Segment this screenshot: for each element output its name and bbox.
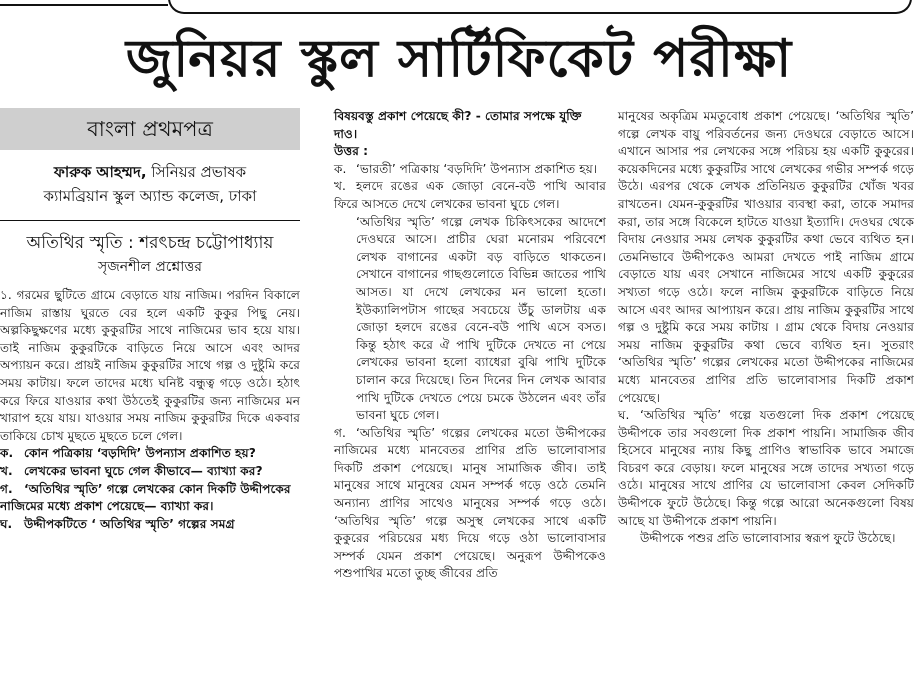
answer-text: ‘অতিথির স্মৃতি’ গল্পের লেখকের মতো উদ্দীপকের নাজিমের মধ্যে মানবেতর প্রাণির প্রতি ভালোবাসার দিকটি প্রকাশ পেয়েছে। মানুষ সামাজিক জীব। তাই মানুষের সাথে মানুষের যেমন সম্পর্ক গড়ে ওঠে তেমনি অন্যান্য প্রাণির সাথেও মানুষের সম্পর্ক গড়ে ওঠে। ‘অতিথির স্মৃতি’ গল্পে অসুস্থ লেখকের সাথে একটি কুকুরের পরিচয়ের মধ্য দিয়ে গড়ে ওঠা ভালোবাসার সম্পর্ক যেমন প্রকাশ পেয়েছে। অনুরূপ উদ্দীপকেও পশুপাখির মতো তুচ্ছ জীবের প্রতি: [334, 425, 606, 581]
answer-gha: [618, 407, 914, 530]
question-text: ‘অতিথির স্মৃতি’ গল্পে লেখকের কোন দিকটি উদ্দীপকের নাজিমের মধ্যে প্রকাশ পেয়েছে— ব্যাখ্যা কর।: [0, 481, 291, 514]
author-institution: ক্যামব্রিয়ান স্কুল অ্যান্ড কলেজ, ঢাকা: [43, 187, 257, 205]
stimulus-paragraph: ১. গরমের ছুটিতে গ্রামে বেড়াতে যায় নাজিম। পরদিন বিকালে নাজিম রাস্তায় ঘুরতে বের হলে একটি কুকুর পিছু নেয়। অল্পকিছুক্ষণের মধ্যে কুকুরটির সাথে নাজিমের ভাব হয়ে যায়। তাই নাজিম কুকুরটিকে বাড়িতে নিয়ে আসে এবং আদর অপ্যায়ন করে। প্রায়ই নাজিম কুকুরটির সাথে গল্প ও দুষ্টুমি করে সময় কাটায়। ফলে তাদের মধ্যে ঘনিষ্ট বন্ধুত্ব গড়ে ওঠে। হঠাৎ করে ফিরে যাওয়ার কথা উঠতেই কুকুরটির জন্য নাজিমের মন খারাপ হয়ে যায়। যাওয়ার সময় নাজিম কুকুরটির দিকে একবার তাকিয়ে চোখ মুছতে মুছতে চলে গেল।: [0, 288, 300, 443]
divider: [0, 220, 300, 221]
question-label: ঘ.: [0, 516, 13, 531]
answer-label: খ.: [334, 179, 346, 194]
author-line: [0, 160, 300, 184]
column-middle: [334, 108, 606, 583]
column-right: [618, 108, 914, 548]
question-kha: [0, 463, 300, 481]
answer-kha: [334, 178, 606, 213]
question-label: ক.: [0, 446, 14, 461]
answer-kha-detail: ‘অতিথির স্মৃতি’ গল্পে লেখক চিকিৎসকের আদেশে দেওঘরে আসে। প্রাচীর ঘেরা মনোরম পরিবেশে লেখক বাগানের একটা বড় বাড়িতে থাকতেন। সেখানে বাগানের গাছগুলোতে বিভিন্ন জাতের পাখি আসত। যা দেখে লেখকের মন ভালো হতো। ইউক্যালিপটাস গাছের সবচেয়ে উঁচু ডালটায় এক জোড়া হলদে রঙের বেনে-বউ পাখি এসে বসত। কিন্তু হঠাৎ করে ঐ পাখি দুটিকে দেখতে না পেয়ে লেখকের ভাবনা হলো ব্যাধেরা বুঝি পাখি দুটিকে চালান করে দিয়েছে। তিন দিনের দিন লেখক আবার পাখি দুটিকে দেখতে পেয়ে চমকে উঠলেন এবং তাঁর ভাবনা ঘুচে গেল।: [356, 214, 606, 423]
answer-label: ঘ.: [618, 408, 630, 423]
answer-ka: [334, 161, 606, 179]
question-ka: [0, 445, 300, 463]
question-text: উদ্দীপকটিতে ‘ অতিথির স্মৃতি’ গল্পের সমগ্র: [24, 516, 235, 531]
answer-text: ‘অতিথির স্মৃতি’ গল্পে যতগুলো দিক প্রকাশ পেয়েছে উদ্দীপকে তার সবগুলো দিক প্রকাশ পায়নি। সামাজিক জীব হিসেবে মানুষের ন্যায় কিছু প্রাণিও স্বাভাবিক ভাবে সমাজে বিচরণ করে বেড়ায়। ফলে মানুষের সঙ্গে তাদের সখ্যতা গড়ে ওঠে। মানুষের সাথে প্রাণির যে ভালোবাসা কেবল সেদিকটি উদ্দীপকে ফুটে উঠেছে। কিন্তু গল্পে আরো অনেকগুলো বিষয় আছে যা উদ্দীপকে প্রকাশ পায়নি।: [618, 408, 914, 528]
question-gha-continued: বিষয়বস্তু প্রকাশ পেয়েছে কী? - তোমার সপক্ষে যুক্তি দাও।: [334, 109, 582, 141]
answer-ga: [334, 425, 606, 583]
top-border: [0, 0, 918, 14]
answer-gha-continued: উদ্দীপকে পশুর প্রতি ভালোবাসার স্বরূপ ফুটে উঠেছে।: [640, 531, 896, 546]
top-rule: [0, 4, 168, 6]
column-left: [0, 108, 300, 533]
question-ga: [0, 481, 300, 516]
subject-banner: বাংলা প্রথমপত্র: [0, 108, 300, 150]
answer-text: হলদে রঙের এক জোড়া বেনে-বউ পাখি আবার ফিরে আসতে দেখে লেখকের ভাবনা ঘুচে গেল।: [334, 179, 606, 211]
question-gha: [0, 516, 300, 534]
author-name: ফারুক আহম্মদ,: [53, 163, 147, 181]
answer-ga-continued: মানুষের অকৃত্রিম মমতুবোধ প্রকাশ পেয়েছে। ‘অতিথির স্মৃতি’ গল্পে লেখক বায়ু পরিবর্তনের জন্য দেওঘরে বেড়াতে আসে। এখানে আসার পর লেখকের সঙ্গে পরিচয় হয় একটি কুকুরের। কয়েকদিনের মধ্যে কুকুরটির সাথে লেখকের গভীর সম্পর্ক গড়ে উঠে। এরপর থেকে লেখক প্রতিনিয়ত কুকুরটির খোঁজ খবর রাখতেন। যেমন-কুকুরটির খাওয়ার ব্যবস্থা করা, তাকে সমাদর করা, তার সঙ্গে বিকেলে হাটতে যাওয়া ইত্যাদি। দেওঘর থেকে বিদায় নেওয়ার সময় লেখক কুকুরটির কথা ভেবে ব্যথিত হন। তেমনিভাবে উদ্দীপকেও আমরা দেখতে পাই নাজিম গ্রামে বেড়াতে যায় এবং সেখানে নাজিমের সাথে একটি কুকুরের সখ্যতা গড়ে ওঠে। ফলে নাজিম কুকুরটিকে বাড়িতে নিয়ে আসে এবং আদর আপ্যায়ন করে। প্রায় নাজিম কুকুরটির সাথে গল্প ও দুষ্টুমি করে সময় কাটায় । গ্রাম থেকে বিদায় নেওয়ার সময় নাজিম কুকুরটির কথা ভেবে ব্যথিত হন। সুতরাং ‘অতিথির স্মৃতি’ গল্পের লেখকের মতো উদ্দীপকের নাজিমের মধ্যে মানবেতর প্রাণির প্রতি ভালোবাসার দিকটি প্রকাশ পেয়েছে।: [618, 109, 914, 405]
answer-text: ‘ভারতী’ পত্রিকায় ‘বড়দিদি’ উপন্যাস প্রকাশিত হয়।: [356, 161, 598, 176]
story-subtitle: সৃজনশীল প্রশ্নোত্তর: [98, 259, 202, 275]
answer-heading: উত্তর :: [334, 144, 369, 159]
answer-label: ক.: [334, 161, 347, 176]
question-label: গ.: [0, 481, 13, 496]
question-label: খ.: [0, 463, 13, 478]
answer-label: গ.: [334, 425, 346, 440]
question-text: কোন পত্রিকায় ‘বড়দিদি’ উপন্যাস প্রকাশিত হয়?: [24, 446, 256, 461]
author-role: সিনিয়র প্রভাষক: [146, 163, 247, 181]
top-curve-frame: [168, 0, 912, 14]
page-headline: জুনিয়র স্কুল সার্টিফিকেট পরীক্ষা: [125, 29, 793, 89]
story-title: অতিথির স্মৃতি : শরৎচন্দ্র চট্টোপাধ্যায়: [26, 233, 274, 253]
question-text: লেখকের ভাবনা ঘুচে গেল কীভাবে— ব্যাখ্যা কর?: [24, 463, 263, 478]
